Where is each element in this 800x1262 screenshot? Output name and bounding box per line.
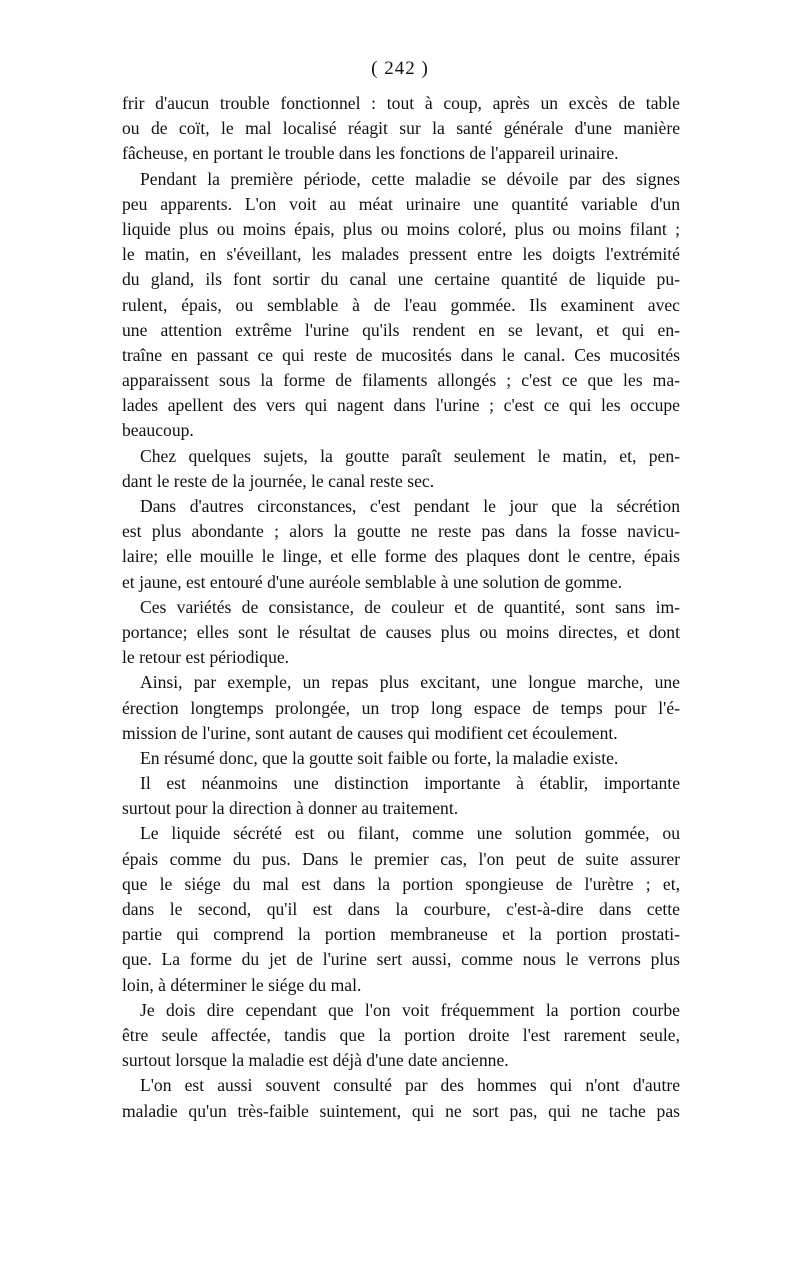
text-line: Il est néanmoins une distinction importante à établir, importante bbox=[140, 773, 680, 794]
text-line: L'on est aussi souvent consulté par des hommes qui n'ont d'autre bbox=[140, 1075, 680, 1096]
text-line: le retour est périodique. bbox=[122, 647, 290, 668]
text-line: le matin, en s'éveillant, les malades pressent entre les doigts l'extrémité bbox=[122, 244, 680, 265]
text-line: Ces variétés de consistance, de couleur et de quantité, sont sans im- bbox=[140, 596, 680, 617]
text-line: Pendant la première période, cette maladie se dévoile par des signes bbox=[140, 168, 680, 189]
text-line: maladie qu'un très-faible suintement, qui ne sort pas, qui ne tache pas bbox=[122, 1100, 680, 1121]
text-line: partie qui comprend la portion membraneuse et la portion prostati- bbox=[122, 924, 680, 945]
text-line: ou de coït, le mal localisé réagit sur la santé générale d'une manière bbox=[122, 118, 680, 139]
text-line: rulent, épais, ou semblable à de l'eau gommée. Ils examinent avec bbox=[122, 294, 680, 315]
text-line: portance; elles sont le résultat de causes plus ou moins directes, et dont bbox=[122, 621, 680, 642]
text-line: loin, à déterminer le siége du mal. bbox=[122, 974, 362, 995]
text-line: lades apellent des vers qui nagent dans l'urine ; c'est ce qui les occupe bbox=[122, 395, 680, 416]
text-line: que le siége du mal est dans la portion spongieuse de l'urètre ; et, bbox=[122, 873, 680, 894]
text-line: épais comme du pus. Dans le premier cas, l'on peut de suite assurer bbox=[122, 848, 680, 869]
text-line: frir d'aucun trouble fonctionnel : tout à coup, après un excès de table bbox=[122, 93, 680, 113]
text-line: est plus abondante ; alors la goutte ne reste pas dans la fosse navicu- bbox=[122, 521, 680, 542]
text-line: liquide plus ou moins épais, plus ou moins coloré, plus ou moins filant ; bbox=[122, 218, 680, 239]
body-text bbox=[122, 91, 680, 1124]
text-line: En résumé donc, que la goutte soit faible ou forte, la maladie existe. bbox=[140, 747, 619, 768]
text-line: apparaissent sous la forme de filaments allongés ; c'est ce que les ma- bbox=[122, 370, 680, 391]
text-line: du gland, ils font sortir du canal une certaine quantité de liquide pu- bbox=[122, 269, 680, 290]
text-line: Le liquide sécrété est ou filant, comme une solution gommée, ou bbox=[140, 823, 680, 844]
page-number: ( 242 ) bbox=[371, 58, 429, 79]
text-line: dans le second, qu'il est dans la courbure, c'est-à-dire dans cette bbox=[122, 899, 680, 919]
text-line: mission de l'urine, sont autant de causes qui modifient cet écoulement. bbox=[122, 722, 618, 743]
text-line: une attention extrême l'urine qu'ils rendent en se levant, et qui en- bbox=[122, 319, 680, 340]
text-line: beaucoup. bbox=[122, 420, 194, 441]
text-line: dant le reste de la journée, le canal reste sec. bbox=[122, 470, 435, 491]
text-line: surtout lorsque la maladie est déjà d'une date ancienne. bbox=[122, 1050, 509, 1071]
text-line: peu apparents. L'on voit au méat urinaire une quantité variable d'un bbox=[122, 193, 680, 214]
text-line: Dans d'autres circonstances, c'est pendant le jour que la sécrétion bbox=[140, 496, 680, 516]
text-line: être seule affectée, tandis que la portion droite l'est rarement seule, bbox=[122, 1024, 680, 1045]
text-line: Ainsi, par exemple, un repas plus excitant, une longue marche, une bbox=[140, 672, 680, 693]
text-line: érection longtemps prolongée, un trop long espace de temps pour l'é- bbox=[122, 697, 680, 718]
text-line: et jaune, est entouré d'une auréole semblable à une solution de gomme. bbox=[122, 571, 623, 592]
text-line: surtout pour la direction à donner au traitement. bbox=[122, 798, 459, 819]
text-line: Je dois dire cependant que l'on voit fréquemment la portion courbe bbox=[140, 999, 680, 1020]
text-line: traîne en passant ce qui reste de mucosités dans le canal. Ces mucosités bbox=[122, 344, 680, 365]
text-line: Chez quelques sujets, la goutte paraît seulement le matin, et, pen- bbox=[140, 445, 680, 466]
text-line: fâcheuse, en portant le trouble dans les fonctions de l'appareil urinaire. bbox=[122, 143, 619, 164]
text-line: laire; elle mouille le linge, et elle forme des plaques dont le centre, épais bbox=[122, 546, 680, 567]
text-line: que. La forme du jet de l'urine sert aussi, comme nous le verrons plus bbox=[122, 949, 680, 970]
